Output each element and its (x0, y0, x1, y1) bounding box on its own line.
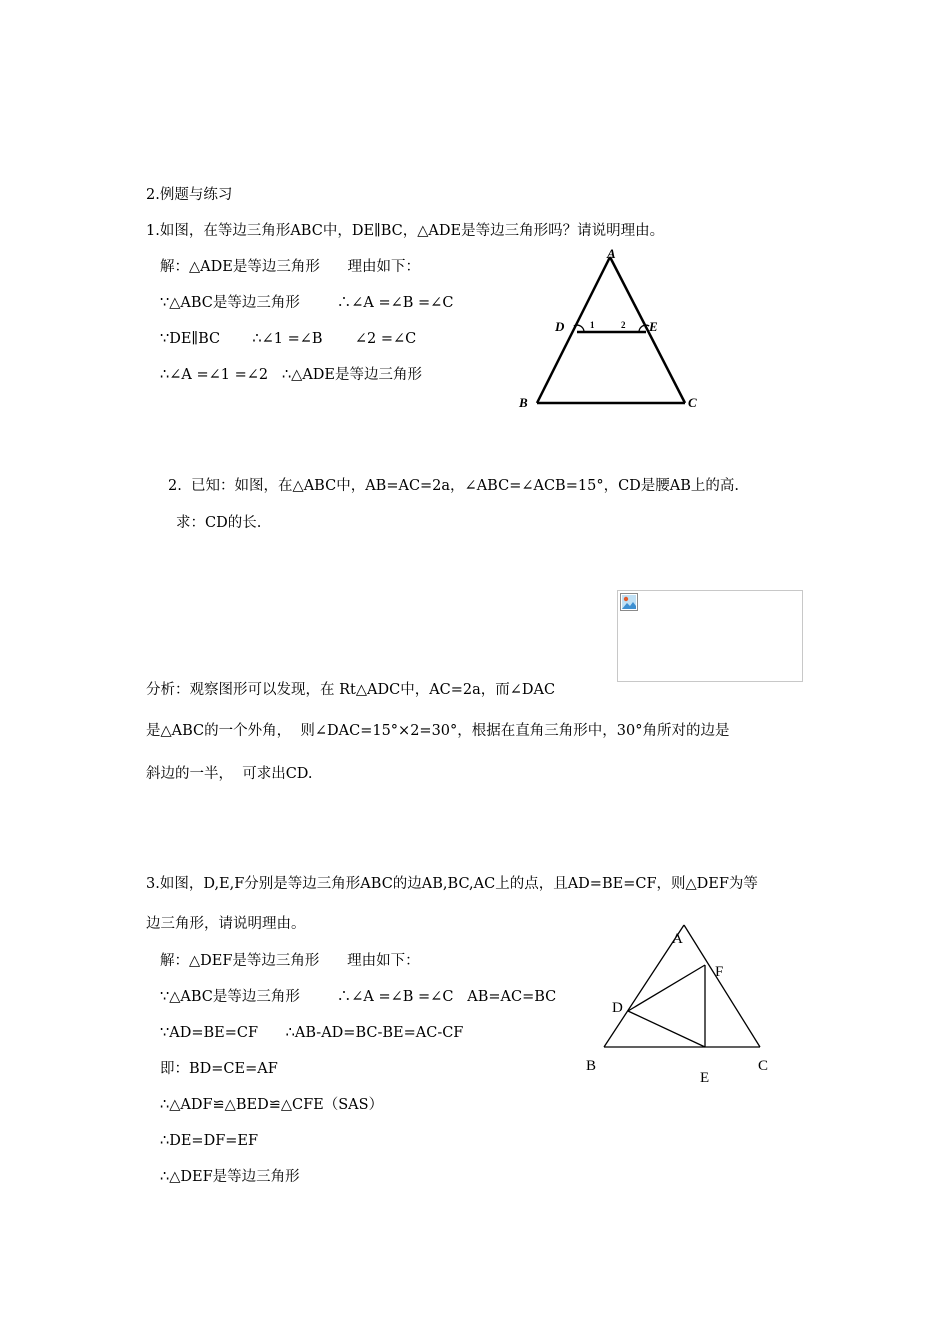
label-angle2: 2 (621, 320, 626, 330)
problem3-solution-line: ∵AD=BE=CF ∴AB-AD=BC-BE=AC-CF (160, 1025, 464, 1041)
label-a: A (607, 246, 616, 261)
problem1-triangle-figure (510, 245, 710, 415)
problem2-ask: 求：CD的长. (176, 515, 262, 531)
problem3-solution-line: 解：△DEF是等边三角形 理由如下： (160, 953, 420, 969)
problem1-solution-line: 解：△ADE是等边三角形 理由如下： (160, 259, 420, 275)
label-angle1: 1 (590, 320, 595, 330)
problem3-solution-line: ∴DE=DF=EF (160, 1133, 259, 1149)
problem1-solution-line: ∵△ABC是等边三角形 ∴∠A =∠B =∠C (160, 295, 454, 311)
label-d: D (612, 1000, 623, 1016)
label-e: E (700, 1070, 710, 1086)
label-d: D (555, 319, 565, 334)
segment-df (628, 965, 705, 1011)
side-ac (684, 925, 760, 1047)
label-c: C (688, 395, 697, 410)
problem3-solution-line: ∴△DEF是等边三角形 (160, 1169, 300, 1185)
problem2-figure-placeholder (617, 590, 803, 682)
problem3-solution-line: ∴△ADF≌△BED≌△CFE（SAS） (160, 1097, 384, 1113)
problem3-question: 边三角形，请说明理由。 (146, 916, 306, 932)
label-f: F (715, 964, 724, 980)
problem2-question: 2. 已知：如图，在△ABC中，AB=AC=2a，∠ABC=∠ACB=15°，CD是腰AB上的高. (168, 478, 740, 494)
problem2-analysis-line: 是△ABC的一个外角， 则∠DAC=15°×2=30°，根据在直角三角形中，30°角所对的边是 (146, 723, 730, 739)
segment-de (628, 1011, 705, 1047)
side-ab (537, 257, 610, 403)
side-ac (610, 257, 685, 403)
label-c: C (758, 1058, 769, 1074)
problem3-triangle-figure (580, 925, 790, 1090)
label-a: A (672, 931, 683, 947)
label-b: B (586, 1058, 597, 1074)
label-e: E (649, 319, 658, 334)
broken-image-icon (620, 593, 638, 611)
problem3-solution-line: 即：BD=CE=AF (160, 1061, 278, 1077)
label-b: B (519, 395, 528, 410)
problem1-question: 1.如图，在等边三角形ABC中，DE∥BC，△ADE是等边三角形吗？请说明理由。 (146, 223, 665, 239)
problem1-solution-line: ∵DE∥BC ∴∠1 =∠B ∠2 =∠C (160, 331, 417, 347)
problem1-solution-line: ∴∠A =∠1 =∠2 ∴△ADE是等边三角形 (160, 367, 422, 383)
problem3-question: 3.如图，D,E,F分别是等边三角形ABC的边AB,BC,AC上的点，且AD=BE=CF，则△DEF为等 (146, 876, 758, 892)
problem2-analysis-line: 斜边的一半， 可求出CD. (146, 766, 313, 782)
problem2-analysis-line: 分析：观察图形可以发现，在 Rt△ADC中，AC=2a，而∠DAC (146, 682, 556, 698)
section-title: 2.例题与练习 (146, 187, 233, 203)
problem3-solution-line: ∵△ABC是等边三角形 ∴∠A =∠B =∠C AB=AC=BC (160, 989, 557, 1005)
